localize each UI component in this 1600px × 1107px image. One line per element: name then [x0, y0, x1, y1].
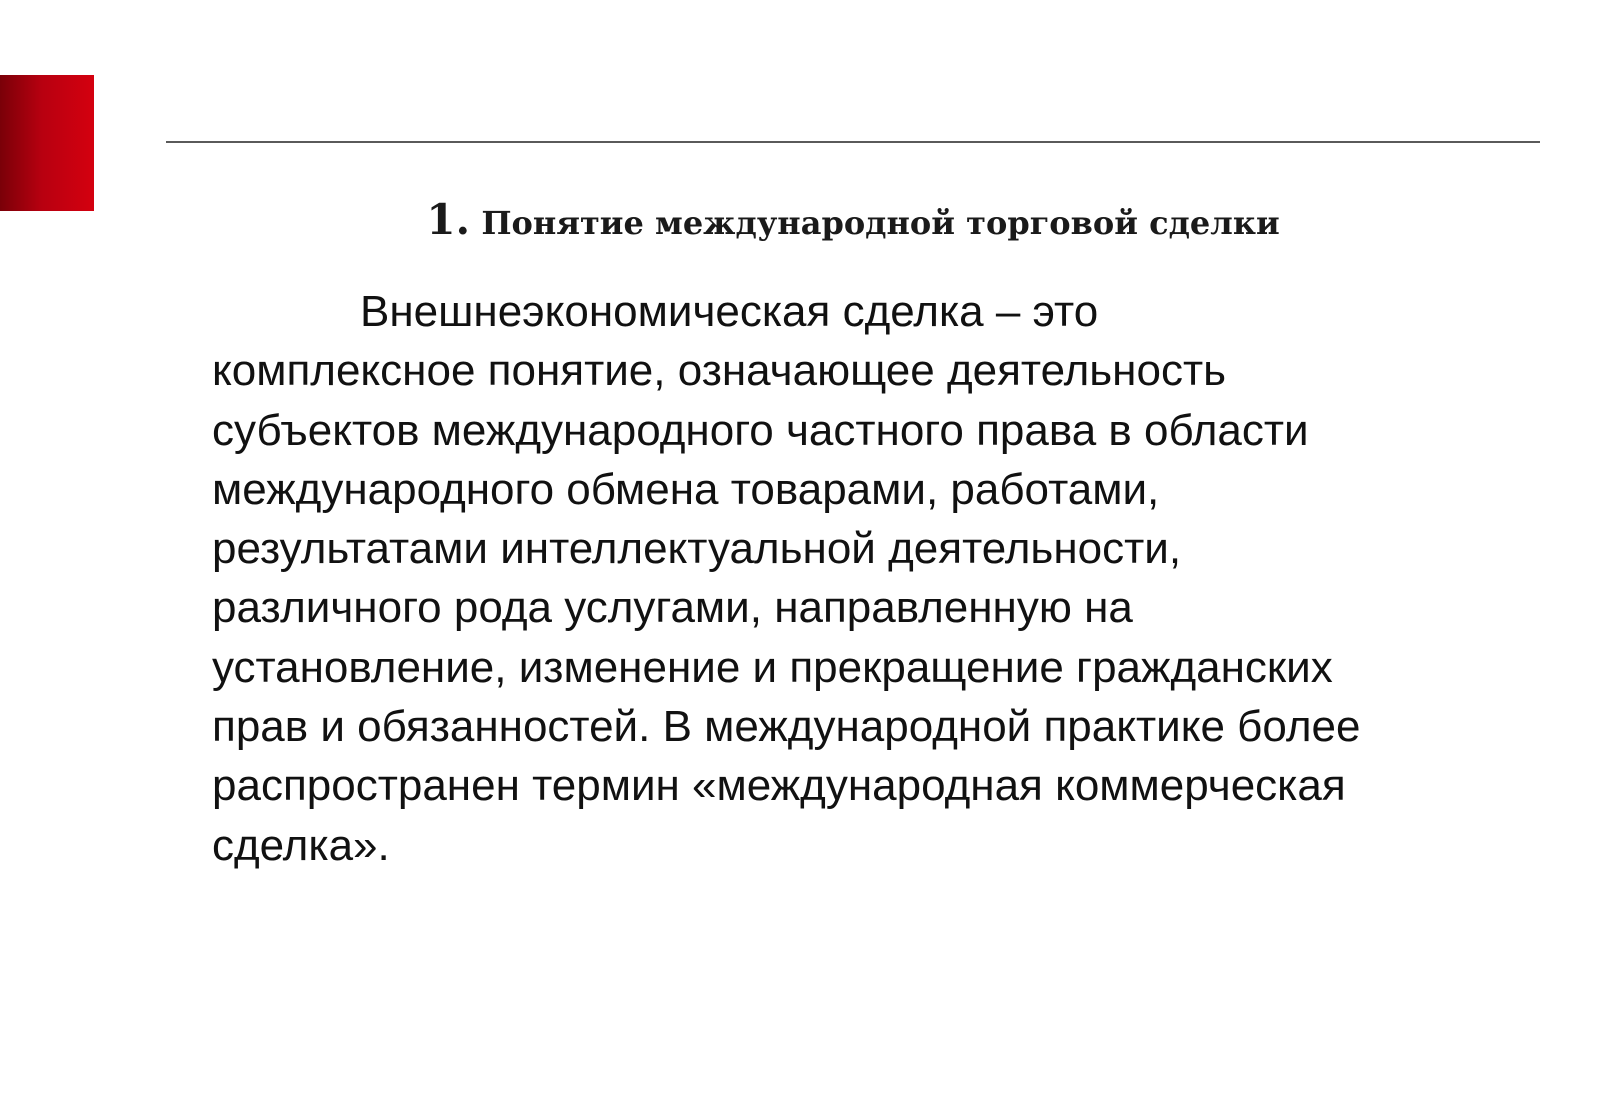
- title-text: Понятие международной торговой сделки: [481, 204, 1280, 242]
- title-number: 1.: [426, 195, 471, 244]
- accent-block: [0, 75, 94, 211]
- title-divider: [166, 141, 1540, 143]
- slide-title: [166, 192, 1540, 251]
- body-paragraph: Внешнеэкономическая сделка – это комплексное понятие, означающее деятельность субъектов международного частного права в области международного обмена товарами, работами, результатами интеллектуальной деятельности, различного рода услугами, направленную на установление, изменение и прекращение гражданских прав и обязанностей. В международной практике более распространен термин «международная коммерческая сделка».: [212, 287, 1361, 870]
